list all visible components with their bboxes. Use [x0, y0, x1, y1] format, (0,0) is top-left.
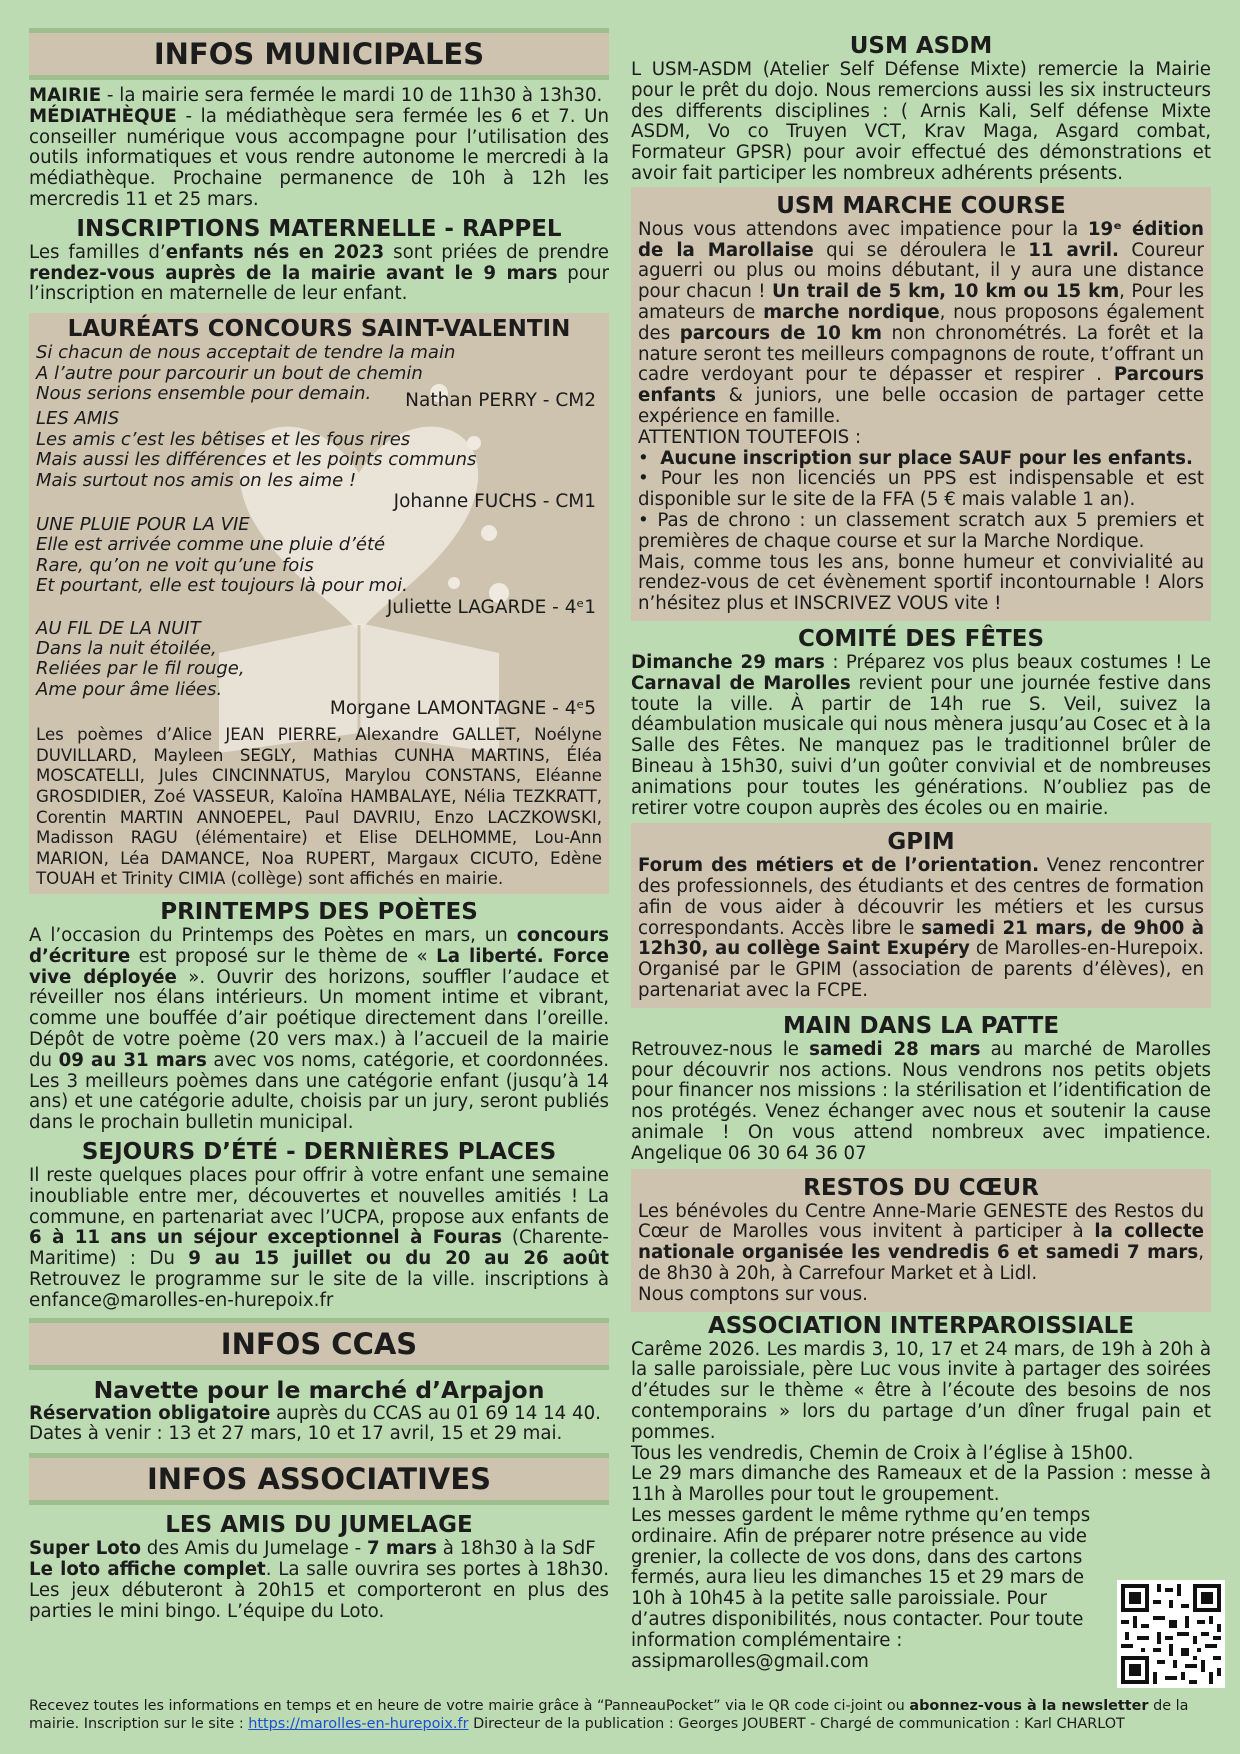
restos-panel [631, 1169, 1211, 1312]
website-link[interactable]: https://marolles-en-hurepoix.fr [248, 1716, 469, 1732]
jumelage-paragraph: Super Loto des Amis du Jumelage - 7 mars à 18h30 à la SdF Le loto affiche complet. La salle ouvrira ses portes à 18h30. Les jeux débuteront à 20h15 et comporteront en plus des parties le mini bingo. L’équipe du Loto. [29, 1538, 610, 1622]
usm-asdm-heading: USM ASDM [849, 33, 993, 59]
maternelle-paragraph: Les familles d’enfants nés en 2023 sont priées de prendre rendez-vous auprès de la mairie avant le 9 mars pour l’inscription en maternelle de leur enfant. [29, 241, 609, 305]
printemps-heading: PRINTEMPS DES POÈTES [160, 899, 478, 926]
comite-paragraph: Dimanche 29 mars : Préparez vos plus beaux costumes ! Le Carnaval de Marolles revient pour une journée festive dans toute la ville. À partir de 14h rue S. Veil, suivez la déambulation musicale qui nous mènera jusqu’au Cosec et à la Salle des Fêtes. Ne manquez pas le traditionnel brûler de Bineau à 15h30, suivi d’un goûter convivial et de nombreuses animations pour toutes les générations. N’oubliez pas de retirer votre coupon auprès des écoles ou en mairie. [631, 651, 1211, 819]
poems-names-paragraph: Les poèmes d’Alice JEAN PIERRE, Alexandre GALLET, Noélyne DUVILLARD, Mayleen SEGLY, Mathias CUNHA MARTINS, Éléa MOSCATELLI, Jules CINCINNATUS, Marylou CONSTANS, Eléanne GROSDIDIER, Zoé VASSEUR, Kaloïna HAMBALAYE, Nélia TEZKRATT, Corentin MARTIN ANNOEPEL, Paul DAVRIU, Enzo LACZKOWSKI, Madisson RAGU (élémentaire) et Elise DELHOMME, Lou-Ann MARION, Léa DAMANCE, Noa RUPERT, Margaux CICUTO, Edène TOUAH et Trinity CIMIA (collège) sont affichés en mairie. [36, 725, 602, 889]
interparoissiale-heading: ASSOCIATION INTERPAROISSIALE [707, 1312, 1135, 1339]
footer-text-2: de la mairie. Inscription sur le site : [29, 1698, 1189, 1732]
interparoissiale-p4: Les messes gardent le même rythme qu’en temps ordinaire. Afin de préparer notre présence au vide grenier, la collecte de vos dons, dans des cartons fermés, aura lieu les dimanches 15 et 29 mars de 10h à 10h45 à la petite salle paroissiale. Pour d’autres disponibilités, nous contacter. Pour toute information complémentaire : assipmarolles@gmail.com [631, 1505, 1091, 1672]
right-column [631, 28, 1211, 1672]
marche-course-paragraph: Nous vous attendons avec impatience pour la 19ᵉ édition de la Marollaise qui se déroulera le 11 avril. Coureur aguerri ou plus ou moins débutant, il y aura une distance pour chacun ! Un trail de 5 km, 10 km ou 15 km, Pour les amateurs de marche nordique, nous proposons également des parcours de 10 km non chronométrés. La forêt et la nature seront tes meilleurs compagnons de route, t’offrant un cadre verdoyant pour te dépasser et respirer . Parcours enfants & juniors, une belle occasion de partager cette expérience en famille. [638, 218, 1205, 427]
restos-heading: RESTOS DU CŒUR [803, 1174, 1039, 1201]
usm-asdm-paragraph: L USM-ASDM (Atelier Self Défense Mixte) remercie la Mairie pour le prêt du dojo. Nous remercions aussi les six instructeurs des differents disciplines : ( Arnis Kali, Self défense Mixte ASDM, Vo co Truyen VCT, Krav Maga, Asgard combat, Formateur GPSR) pour avoir effectué des démonstrations et avoir fait participer les nombreux adhérents présents. [631, 59, 1211, 184]
comite-heading: COMITÉ DES FÊTES [797, 625, 1045, 652]
marche-bullet-2: • Pour les non licenciés un PPS est indispensable et est disponible sur le site de la FFA (5 € mais valable 1 an). [638, 468, 1204, 511]
patte-paragraph: Retrouvez-nous le samedi 28 mars au marché de Marolles pour découvrir nos actions. Nous vendrons nos petits objets pour financer nos missions : la stérilisation et l’identification de nos protégés. Venez échanger avec nous et soutenir la cause animale ! On vous attend nombreux avec impatience. Angelique 06 30 64 36 07 [631, 1038, 1211, 1164]
restos-closing: Nous comptons sur vous. [638, 1283, 868, 1305]
marche-bullet-3: • Pas de chrono : un classement scratch aux 5 premiers et premières de chaque course et sur la Marche Nordique. [638, 509, 1204, 552]
poem-3-author: Juliette LAGARDE - 4ᵉ1 [386, 596, 596, 618]
infos-associatives-heading: INFOS ASSOCIATIVES [29, 1453, 609, 1505]
gpim-heading: GPIM [887, 829, 955, 856]
marche-attention: ATTENTION TOUTEFOIS : [638, 426, 862, 448]
left-column [29, 28, 609, 1622]
footer [29, 1697, 1214, 1733]
infos-municipales-heading: INFOS MUNICIPALES [29, 28, 609, 80]
marche-closing: Mais, comme tous les ans, bonne humeur et convivialité au rendez-vous de cet évènement sportif incontournable ! Alors n’hésitez plus et INSCRIVEZ VOUS vite ! [638, 551, 1204, 615]
poem-2: LES AMIS Les amis c’est les bêtises et les fous rires Mais aussi les différences et les points communs Mais surtout nos amis on les aime ! [36, 408, 477, 491]
maternelle-heading: INSCRIPTIONS MATERNELLE - RAPPEL [76, 215, 562, 242]
poem-1: Si chacun de nous acceptait de tendre la main A l’autre pour parcourir un bout de chemin Nous serions ensemble pour demain. [36, 342, 456, 404]
interparoissiale-p2: Tous les vendredis, Chemin de Croix à l’église à 15h00. [631, 1442, 1134, 1464]
jumelage-heading: LES AMIS DU JUMELAGE [165, 1512, 473, 1539]
marche-bullet-1: • Aucune inscription sur place SAUF pour les enfants. [638, 447, 1193, 469]
poem-4-author: Morgane LAMONTAGNE - 4ᵉ5 [329, 698, 596, 720]
interparoissiale-p3: Le 29 mars dimanche des Rameaux et de la Passion : messe à 11h à Marolles pour tout le groupement. [631, 1463, 1211, 1506]
gpim-panel [631, 823, 1211, 1008]
poem-2-author: Johanne FUCHS - CM1 [393, 491, 596, 513]
gpim-paragraph: Forum des métiers et de l’orientation. Venez rencontrer des professionnels, des étudiants et des centres de formation afin de vous aider à découvrir les métiers et les cursus correspondants. Accès libre le samedi 21 mars, de 9h00 à 12h30, au collège Saint Exupéry de Marolles-en-Hurepoix. Organisé par le GPIM (association de parents d’élèves), en partenariat avec la FCPE. [638, 855, 1204, 1002]
mairie-paragraph: MAIRIE - la mairie sera fermée le mardi 10 de 11h30 à 13h30. MÉDIATHÈQUE - la médiathèque sera fermée les 6 et 7. Un conseiller numérique vous accompagne pour l’utilisation des outils informatiques et vous rendre autonome le mercredi à la médiathèque. Prochaine permanence de 10h à 12h les mercredis 11 et 25 mars. [29, 85, 609, 210]
patte-heading: MAIN DANS LA PATTE [782, 1012, 1060, 1039]
marche-course-heading: USM MARCHE COURSE [776, 192, 1066, 219]
qr-code [1117, 1580, 1225, 1688]
infos-ccas-heading: INFOS CCAS [29, 1318, 609, 1370]
footer-text-1: Recevez toutes les informations en temps et en heure de votre mairie grâce à “PanneauPocket” via le QR code ci-joint ou [29, 1698, 910, 1714]
sejours-paragraph: Il reste quelques places pour offrir à votre enfant une semaine inoubliable entre mer, découvertes et nouvelles amitiés ! La commune, en partenariat avec l’UCPA, propose aux enfants de 6 à 11 ans un séjour exceptionnel à Fouras (Charente-Maritime) : Du 9 au 15 juillet ou du 20 au 26 août Retrouvez le programme sur le site de la ville. inscriptions à enfance@marolles-en-hurepoix.fr [29, 1164, 609, 1311]
printemps-paragraph: A l’occasion du Printemps des Poètes en mars, un concours d’écriture est proposé sur le thème de « La liberté. Force vive déployée ». Ouvrir des horizons, souffler l’audace et réveiller nos élans intérieurs. Un moment intime et vibrant, comme une bouffée d’air poétique directement dans l’oreille. Dépôt de votre poème (20 vers max.) à l’accueil de la mairie du 09 au 31 mars avec vos noms, catégorie, et coordonnées. Les 3 meilleurs poèmes dans une catégorie enfant (jusqu’à 14 ans) et une catégorie adulte, choisis par un jury, seront publiés dans le prochain bulletin municipal. [29, 925, 610, 1134]
poem-4: AU FIL DE LA NUIT Dans la nuit étoilée, Reliées par le fil rouge, Ame pour âme liées. [36, 617, 245, 700]
footer-newsletter: abonnez-vous à la newsletter [909, 1698, 1149, 1714]
footer-credits: Directeur de la publication : Georges JOUBERT - Chargé de communication : Karl CHARLOT [468, 1716, 1125, 1732]
sejours-heading: SEJOURS D’ÉTÉ - DERNIÈRES PLACES [81, 1138, 557, 1165]
navette-paragraph: Réservation obligatoire auprès du CCAS au 01 69 14 14 40. Dates à venir : 13 et 27 mars, 10 et 17 avril, 15 et 29 mai. [29, 1402, 601, 1445]
laureats-panel [29, 313, 609, 894]
poem-3: UNE PLUIE POUR LA VIE Elle est arrivée comme une pluie d’été Rare, qu’on ne voit qu’une fois Et pourtant, elle est toujours là pour moi. [36, 514, 408, 597]
navette-heading: Navette pour le marché d’Arpajon [93, 1375, 545, 1404]
interparoissiale-p1: Carême 2026. Les mardis 3, 10, 17 et 24 mars, de 19h à 20h à la salle paroissiale, père Luc vous invite à partager des soirées d’études sur le thème « être à l’écoute des besoins de nos contemporains » lors du partage d’un dîner frugal pain et pommes. [631, 1338, 1211, 1443]
marche-course-panel [631, 187, 1211, 621]
laureats-heading: LAURÉATS CONCOURS SAINT-VALENTIN [67, 316, 571, 343]
poem-1-author: Nathan PERRY - CM2 [405, 390, 596, 412]
restos-paragraph: Les bénévoles du Centre Anne-Marie GENESTE des Restos du Cœur de Marolles vous invitent à participer à la collecte nationale organisée les vendredis 6 et samedi 7 mars, de 8h30 à 20h, à Carrefour Market et à Lidl. [638, 1200, 1204, 1285]
qr-code-icon [1117, 1580, 1225, 1688]
